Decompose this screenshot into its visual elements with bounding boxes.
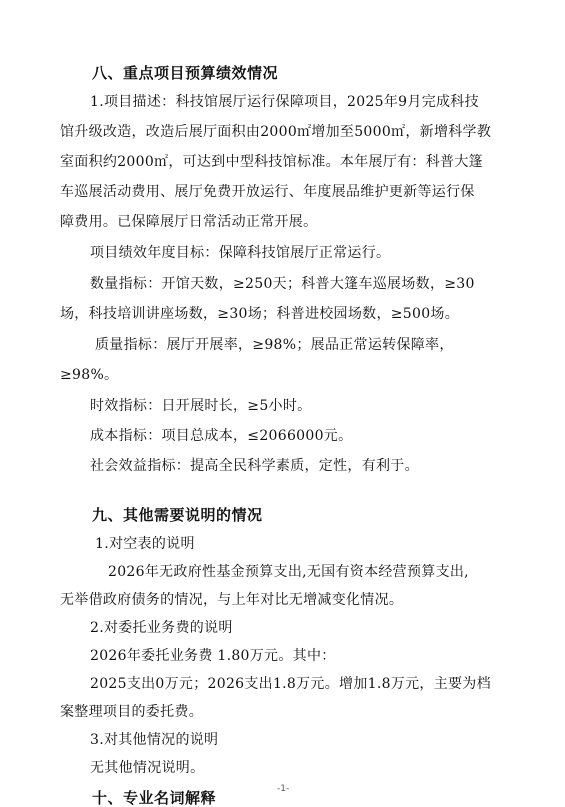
paragraph-line: 馆升级改造，改造后展厅面积由2000㎡增加至5000㎡，新增科学教: [60, 124, 492, 140]
paragraph-line: 无其他情况说明。: [90, 760, 205, 776]
paragraph-line: 无举借政府债务的情况，与上年对比无增减变化情况。: [60, 592, 404, 608]
paragraph-line: 案整理项目的委托费。: [60, 704, 203, 720]
paragraph-line: 项目绩效年度目标：保障科技馆展厅正常运行。: [90, 245, 391, 261]
paragraph-line: 1.对空表的说明: [95, 536, 195, 552]
section-8-heading: 八、重点项目预算绩效情况: [92, 64, 279, 82]
paragraph-line: 场，科技培训讲座场数，≥30场；科普进校园场数，≥500场。: [60, 306, 459, 322]
paragraph-line: 1.项目描述：科技馆展厅运行保障项目，2025年9月完成科技: [90, 94, 479, 110]
paragraph-line: 障费用。已保障展厅日常活动正常开展。: [60, 214, 318, 230]
paragraph-line: 数量指标：开馆天数，≥250天；科普大篷车巡展场数，≥30: [90, 276, 475, 292]
paragraph-line: 3.对其他情况的说明: [90, 732, 219, 748]
paragraph-line: 成本指标：项目总成本，≤2066000元。: [90, 428, 353, 444]
paragraph-line: 社会效益指标：提高全民科学素质，定性，有利于。: [90, 458, 419, 474]
paragraph-line: 时效指标：日开展时长，≥5小时。: [90, 398, 312, 414]
paragraph-line: 车巡展活动费用、展厅免费开放运行、年度展品维护更新等运行保: [60, 184, 475, 200]
paragraph-line: 2025支出0万元；2026支出1.8万元。增加1.8万元，主要为档: [90, 676, 491, 692]
paragraph-line: 室面积约2000㎡，可达到中型科技馆标准。本年展厅有：科普大篷: [60, 154, 483, 170]
paragraph-line: 质量指标：展厅开展率，≥98%；展品正常运转保障率，: [95, 337, 454, 353]
section-9-heading: 九、其他需要说明的情况: [92, 506, 263, 524]
page-number: -1-: [277, 784, 290, 794]
paragraph-line: ≥98%。: [60, 367, 119, 383]
paragraph-line: 2026年无政府性基金预算支出,无国有资本经营预算支出,: [108, 564, 469, 580]
paragraph-line: 2.对委托业务费的说明: [90, 620, 233, 636]
section-10-heading: 十、专业名词解释: [92, 789, 217, 807]
paragraph-line: 2026年委托业务费 1.80万元。其中：: [90, 648, 336, 664]
